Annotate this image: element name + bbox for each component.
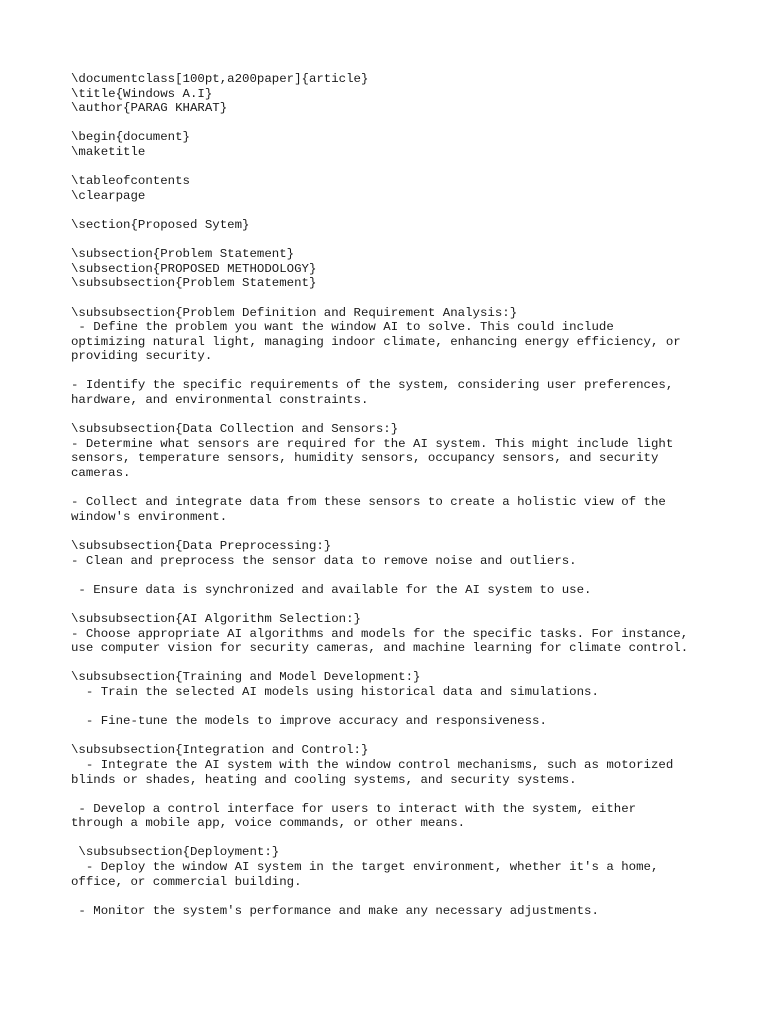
blank-line	[71, 597, 731, 612]
bullet-text-line: - Train the selected AI models using historical data and simulations.	[71, 684, 599, 699]
text-line: cameras.	[71, 466, 131, 481]
blank-line	[71, 364, 731, 379]
blank-line	[71, 233, 731, 248]
text-line: office, or commercial building.	[71, 874, 302, 889]
bullet-text-line: - Determine what sensors are required for the AI system. This might include light	[71, 436, 674, 451]
blank-line	[71, 831, 731, 846]
subsection-command-line: \subsection{Problem Statement}	[71, 247, 295, 262]
subsubsection-command-line: \subsubsection{Deployment:}	[71, 845, 280, 860]
text-line: window's environment.	[71, 509, 228, 524]
subsection-command-line: \subsection{PROPOSED METHODOLOGY}	[71, 261, 317, 276]
subsubsection-command-line: \subsubsection{Data Preprocessing:}	[71, 539, 332, 553]
latex-command-line: \documentclass[100pt,a200paper]{article}	[71, 72, 369, 86]
latex-command-line: \tableofcontents	[71, 174, 190, 189]
latex-command-line: \begin{document}	[71, 130, 190, 145]
blank-line	[71, 116, 731, 131]
blank-line	[71, 656, 731, 671]
text-line: hardware, and environmental constraints.	[71, 393, 369, 408]
bullet-text-line: - Deploy the window AI system in the target environment, whether it's a home,	[71, 860, 659, 875]
text-line: use computer vision for security cameras, and machine learning for climate control.	[71, 641, 689, 656]
bullet-text-line: - Identify the specific requirements of the system, considering user preferences,	[71, 378, 674, 393]
bullet-text-line: - Fine-tune the models to improve accuracy and responsiveness.	[71, 714, 547, 729]
subsubsection-command-line: \subsubsection{Problem Statement}	[71, 276, 317, 291]
blank-line	[71, 203, 731, 218]
text-line: blinds or shades, heating and cooling systems, and security systems.	[71, 772, 577, 787]
bullet-text-line: - Ensure data is synchronized and available for the AI system to use.	[71, 582, 592, 597]
blank-line	[71, 524, 731, 539]
blank-line	[71, 291, 731, 306]
latex-command-line: \title{Windows A.I}	[71, 86, 213, 101]
latex-command-line: \maketitle	[71, 144, 146, 159]
text-line: sensors, temperature sensors, humidity sensors, occupancy sensors, and security	[71, 451, 659, 466]
subsubsection-command-line: \subsubsection{AI Algorithm Selection:}	[71, 611, 361, 626]
blank-line	[71, 700, 731, 715]
latex-source-text	[71, 72, 731, 918]
subsubsection-command-line: \subsubsection{Training and Model Development:}	[71, 670, 421, 685]
subsubsection-command-line: \subsubsection{Problem Definition and Requirement Analysis:}	[71, 305, 518, 320]
latex-command-line: \clearpage	[71, 188, 146, 203]
text-line: providing security.	[71, 349, 213, 364]
blank-line	[71, 408, 731, 423]
text-line: through a mobile app, voice commands, or other means.	[71, 816, 466, 831]
bullet-text-line: - Clean and preprocess the sensor data to remove noise and outliers.	[71, 553, 577, 568]
blank-line	[71, 889, 731, 904]
blank-line	[71, 568, 731, 583]
blank-line	[71, 787, 731, 802]
bullet-text-line: - Monitor the system's performance and make any necessary adjustments.	[71, 903, 599, 918]
bullet-text-line: - Collect and integrate data from these sensors to create a holistic view of the	[71, 495, 666, 510]
blank-line	[71, 481, 731, 496]
section-command-line: \section{Proposed Sytem}	[71, 217, 250, 232]
bullet-text-line: - Define the problem you want the window AI to solve. This could include	[71, 320, 614, 335]
blank-line	[71, 729, 731, 744]
subsubsection-command-line: \subsubsection{Data Collection and Sensors:}	[71, 422, 399, 437]
text-line: optimizing natural light, managing indoor climate, enhancing energy efficiency, or	[71, 334, 681, 349]
bullet-text-line: - Develop a control interface for users to interact with the system, either	[71, 801, 637, 816]
subsubsection-command-line: \subsubsection{Integration and Control:}	[71, 743, 369, 758]
bullet-text-line: - Integrate the AI system with the window control mechanisms, such as motorized	[71, 757, 674, 772]
bullet-text-line: - Choose appropriate AI algorithms and models for the specific tasks. For instance,	[71, 626, 689, 641]
latex-command-line: \author{PARAG KHARAT}	[71, 101, 228, 116]
blank-line	[71, 160, 731, 175]
